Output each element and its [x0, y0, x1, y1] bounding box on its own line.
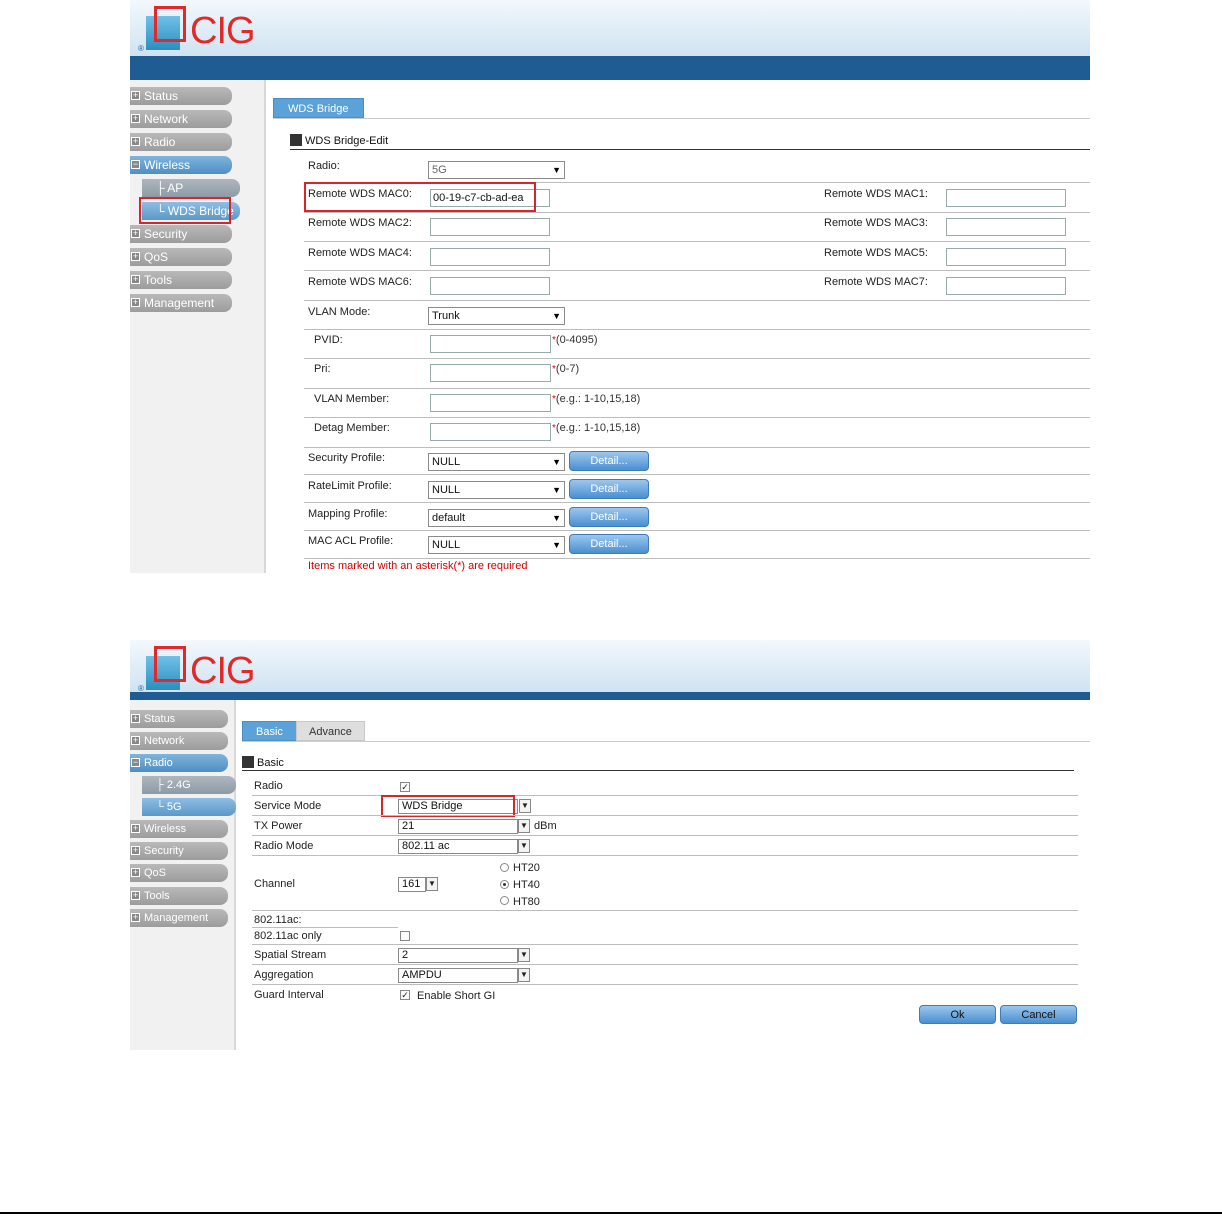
collapse-icon: −	[132, 159, 139, 169]
security-detail-button[interactable]: Detail...	[569, 451, 649, 471]
vlan-mode-label: VLAN Mode:	[308, 306, 371, 318]
pri-hint: *(0-7)	[552, 363, 580, 375]
sidebar-item-security[interactable]: + Security	[130, 225, 232, 243]
pvid-label: PVID:	[314, 334, 343, 346]
expand-icon: +	[132, 912, 139, 922]
tab-advance[interactable]: Advance	[296, 721, 365, 741]
security-profile-select[interactable]: NULL ▼	[428, 453, 565, 471]
mac-acl-profile-select[interactable]: NULL ▼	[428, 536, 565, 554]
vlan-member-hint: *(e.g.: 1-10,15,18)	[552, 393, 641, 405]
expand-icon: +	[132, 823, 139, 833]
short-gi-checkbox[interactable]: ✓	[401, 990, 409, 1000]
ratelimit-detail-button[interactable]: Detail...	[569, 479, 649, 499]
expand-icon: +	[132, 845, 139, 855]
sidebar-item-radio[interactable]: + Radio	[130, 133, 232, 151]
radio-mode-select[interactable]: 802.11 ac	[398, 839, 518, 854]
mac1-label: Remote WDS MAC1:	[824, 188, 928, 200]
radio-checkbox[interactable]: ✓	[401, 782, 409, 792]
chevron-down-icon: ▼	[552, 513, 561, 523]
sidebar-item-network[interactable]: + Network	[130, 732, 228, 750]
radio-label: Radio:	[308, 160, 340, 172]
chevron-down-icon: ▼	[552, 457, 561, 467]
expand-icon: +	[132, 735, 139, 745]
mac2-label: Remote WDS MAC2:	[308, 217, 412, 229]
mapping-profile-select[interactable]: default ▼	[428, 509, 565, 527]
cancel-button[interactable]: Cancel	[1000, 1005, 1077, 1024]
chevron-down-icon: ▼	[552, 165, 561, 175]
channel-select[interactable]: 161	[398, 877, 426, 892]
ht40-radio[interactable]	[500, 880, 509, 889]
security-profile-label: Security Profile:	[308, 452, 386, 464]
radio-mode-label: Radio Mode	[254, 840, 314, 852]
chevron-down-icon: ▼	[552, 540, 561, 550]
chevron-down-icon: ▼	[552, 485, 561, 495]
guard-interval-label: Guard Interval	[254, 989, 324, 1001]
sidebar-item-qos[interactable]: + QoS	[130, 864, 228, 882]
ht80-label: HT80	[513, 896, 540, 908]
required-note: Items marked with an asterisk(*) are required	[308, 560, 528, 572]
radio-select[interactable]: 5G ▼	[428, 161, 565, 179]
sidebar	[130, 80, 266, 573]
pvid-input[interactable]	[430, 335, 551, 353]
sidebar-subitem-2-4g[interactable]: ├ 2.4G	[142, 776, 236, 794]
mac0-label: Remote WDS MAC0:	[308, 188, 412, 200]
page-bottom-rule	[0, 1212, 1222, 1214]
mac5-label: Remote WDS MAC5:	[824, 247, 928, 259]
radio-label: Radio	[254, 780, 283, 792]
sidebar-item-management[interactable]: + Management	[130, 909, 228, 927]
sidebar-item-status[interactable]: + Status	[130, 710, 228, 728]
aggregation-label: Aggregation	[254, 969, 314, 981]
cig-logo: CIG ®	[138, 646, 273, 694]
collapse-icon: −	[132, 757, 139, 767]
mac6-input[interactable]	[430, 277, 550, 295]
ht40-label: HT40	[513, 879, 540, 891]
mac-acl-profile-label: MAC ACL Profile:	[308, 535, 394, 547]
sidebar-item-tools[interactable]: + Tools	[130, 887, 228, 905]
detag-member-label: Detag Member:	[314, 422, 390, 434]
expand-icon: +	[132, 890, 139, 900]
mac6-label: Remote WDS MAC6:	[308, 276, 412, 288]
ac-only-label: 802.11ac only	[254, 930, 322, 942]
expand-icon: +	[132, 867, 139, 877]
pri-input[interactable]	[430, 364, 551, 382]
chevron-down-icon[interactable]: ▼	[518, 948, 530, 962]
service-mode-label: Service Mode	[254, 800, 322, 812]
cig-logo: CIG ®	[138, 6, 273, 54]
expand-icon: +	[132, 274, 139, 284]
short-gi-label: Enable Short GI	[417, 990, 496, 1002]
expand-icon: +	[132, 251, 139, 261]
channel-label: Channel	[254, 878, 295, 890]
ok-button[interactable]: Ok	[919, 1005, 996, 1024]
mapping-detail-button[interactable]: Detail...	[569, 507, 649, 527]
expand-icon: +	[132, 713, 139, 723]
sidebar-item-status[interactable]: + Status	[130, 87, 232, 105]
pvid-hint: *(0-4095)	[552, 334, 598, 346]
ac-group-label: 802.11ac:	[254, 914, 302, 926]
mac0-input[interactable]: 00-19-c7-cb-ad-ea	[430, 189, 550, 207]
vlan-mode-select[interactable]: Trunk ▼	[428, 307, 565, 325]
ratelimit-profile-select[interactable]: NULL ▼	[428, 481, 565, 499]
sidebar-subitem-ap[interactable]: ├ AP	[142, 179, 240, 197]
sidebar-item-wireless[interactable]: − Wireless	[130, 156, 232, 174]
tab-wds-bridge[interactable]: WDS Bridge	[273, 98, 364, 118]
mac-acl-detail-button[interactable]: Detail...	[569, 534, 649, 554]
mac7-label: Remote WDS MAC7:	[824, 276, 928, 288]
mac7-input[interactable]	[946, 277, 1066, 295]
chevron-down-icon[interactable]: ▼	[518, 839, 530, 853]
expand-icon: +	[132, 90, 139, 100]
section-title: Basic	[242, 756, 284, 769]
ht20-label: HT20	[513, 862, 540, 874]
tab-basic[interactable]: Basic	[242, 721, 297, 741]
mac2-input[interactable]	[430, 218, 550, 236]
expand-icon: +	[132, 228, 139, 238]
top-banner	[130, 640, 1090, 700]
sidebar-item-radio[interactable]: − Radio	[130, 754, 228, 772]
sidebar-subitem-5g[interactable]: └ 5G	[142, 798, 236, 816]
sidebar-item-management[interactable]: + Management	[130, 294, 232, 312]
expand-icon: +	[132, 297, 139, 307]
mac3-label: Remote WDS MAC3:	[824, 217, 928, 229]
service-mode-select[interactable]: WDS Bridge	[398, 799, 518, 814]
aggregation-select[interactable]: AMPDU	[398, 968, 518, 983]
sidebar-item-wireless[interactable]: + Wireless	[130, 820, 228, 838]
tx-power-label: TX Power	[254, 820, 303, 832]
pri-label: Pri:	[314, 363, 331, 375]
chevron-down-icon[interactable]: ▼	[519, 799, 531, 813]
mac4-label: Remote WDS MAC4:	[308, 247, 412, 259]
sidebar-item-tools[interactable]: + Tools	[130, 271, 232, 289]
tx-power-unit: dBm	[534, 820, 557, 832]
ht80-radio[interactable]	[500, 896, 509, 905]
mac5-input[interactable]	[946, 248, 1066, 266]
chevron-down-icon: ▼	[552, 311, 561, 321]
vlan-member-input[interactable]	[430, 394, 551, 412]
mac3-input[interactable]	[946, 218, 1066, 236]
sidebar-subitem-wds-bridge[interactable]: └ WDS Bridge	[142, 202, 240, 220]
radio-5g-panel	[130, 640, 1090, 1050]
sidebar-item-network[interactable]: + Network	[130, 110, 232, 128]
chevron-down-icon[interactable]: ▼	[426, 877, 438, 891]
wds-bridge-panel	[130, 0, 1090, 573]
sidebar-item-security[interactable]: + Security	[130, 842, 228, 860]
detag-member-input[interactable]	[430, 423, 551, 441]
detag-member-hint: *(e.g.: 1-10,15,18)	[552, 422, 641, 434]
chevron-down-icon[interactable]: ▼	[518, 968, 530, 982]
top-banner	[130, 0, 1090, 80]
expand-icon: +	[132, 113, 139, 123]
spatial-stream-label: Spatial Stream	[254, 949, 327, 961]
mac1-input[interactable]	[946, 189, 1066, 207]
mac4-input[interactable]	[430, 248, 550, 266]
expand-icon: +	[132, 136, 139, 146]
section-title: WDS Bridge-Edit	[290, 134, 388, 147]
spatial-stream-select[interactable]: 2	[398, 948, 518, 963]
ratelimit-profile-label: RateLimit Profile:	[308, 480, 392, 492]
vlan-member-label: VLAN Member:	[314, 393, 390, 405]
ht20-radio[interactable]	[500, 863, 509, 872]
tx-power-select[interactable]: 21	[398, 819, 518, 834]
ac-only-checkbox[interactable]	[400, 931, 410, 941]
chevron-down-icon[interactable]: ▼	[518, 819, 530, 833]
mapping-profile-label: Mapping Profile:	[308, 508, 388, 520]
sidebar-item-qos[interactable]: + QoS	[130, 248, 232, 266]
